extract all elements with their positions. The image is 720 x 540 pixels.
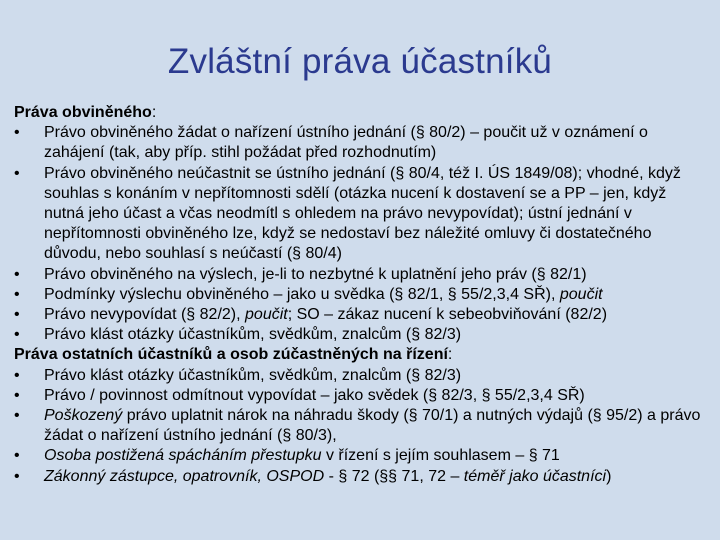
section-heading-accused: Práva obviněného: bbox=[14, 104, 157, 121]
list-item: • Právo nevypovídat (§ 82/2), poučit; SO – zákaz nucení k sebeobviňování (82/2) bbox=[14, 306, 608, 324]
list-item: • Podmínky výslechu obviněného – jako u svědka (§ 82/1, § 55/2,3,4 SŘ), poučit bbox=[14, 285, 603, 303]
list-item: • Právo klást otázky účastníkům, svědkům, znalcům (§ 82/3) bbox=[14, 326, 462, 344]
list-item: • Osoba postižená spácháním přestupku v řízení s jejím souhlasem – § 71 bbox=[14, 447, 560, 465]
list-item: • Právo obviněného žádat o nařízení ústního jednání (§ 80/2) – poučit už v oznámení o zahájení (tak, aby příp. stihl požádat před rozhodnutím) bbox=[14, 124, 648, 162]
accused-rights-list bbox=[14, 123, 704, 345]
slide-title: Zvláštní práva účastníků bbox=[167, 42, 553, 81]
slide-content bbox=[14, 103, 704, 487]
list-item: • Právo / povinnost odmítnout vypovídat – jako svědek (§ 82/3, § 55/2,3,4 SŘ) bbox=[14, 386, 585, 404]
list-item: • Zákonný zástupce, opatrovník, OSPOD - § 72 (§§ 71, 72 – téměř jako účastníci) bbox=[14, 467, 612, 485]
list-item: • Právo obviněného neúčastnit se ústního jednání (§ 80/4, též I. ÚS 1849/08); vhodné, když souhlas s konáním v nepřítomnosti sdělí (otázka nucení k dostavení se a PP – jen, když nutná jeho účast a včas neodmítl s ohledem na právo nevypovídat); ústní jednání v nepřítomnosti obviněného lze, když se nedostaví bez náležité omluvy či dostatečného důvodu, nebo souhlasí s neúčastí (§ 80/4) bbox=[14, 164, 681, 263]
list-item: • Právo obviněného na výslech, je-li to nezbytné k uplatnění jeho práv (§ 82/1) bbox=[14, 265, 587, 283]
section-heading-other-participants: Práva ostatních účastníků a osob zúčastněných na řízení: bbox=[14, 346, 453, 364]
list-item: • Poškozený právo uplatnit nárok na náhradu škody (§ 70/1) a nutných výdajů (§ 95/2) a právo žádat o nařízení ústního jednání (§ 80/3), bbox=[14, 407, 701, 445]
list-item: • Právo klást otázky účastníkům, svědkům, znalcům (§ 82/3) bbox=[14, 366, 462, 384]
other-participants-rights-list bbox=[14, 366, 704, 487]
